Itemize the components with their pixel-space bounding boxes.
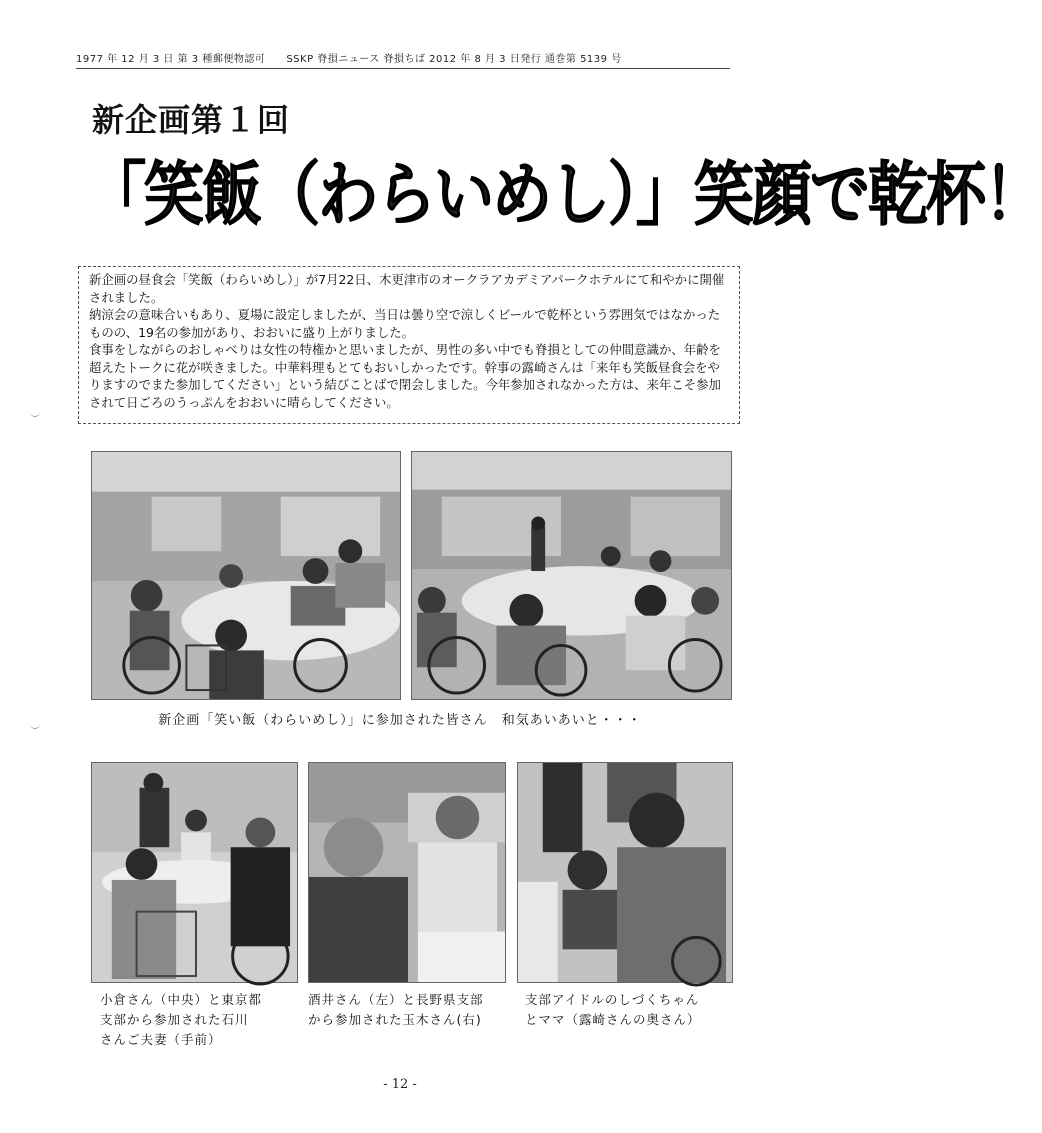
article-box [78,266,740,424]
caption-line: から参加された玉木さん(右) [308,1012,482,1027]
article-paragraph: 新企画の昼食会「笑飯（わらいめし）」が7月22日、木更津市のオークラアカデミアパークホテルにて和やかに開催されました。 [89,272,725,305]
photo-caption-main: 新企画「笑い飯（わらいめし）」に参加された皆さん 和気あいあいと・・・ [158,713,642,728]
caption-line: 支部アイドルのしづくちゃん [525,992,700,1007]
caption-line: 支部から参加された石川 [100,1012,249,1027]
photo-caption-3 [525,990,701,1030]
photo-banquet-right-image [412,452,731,699]
masthead: 1977 年 12 月 3 日 第 3 種郵便物認可 SSKP 脊損ニュース 脊損ちば 2012 年 8 月 3 日発行 通巻第 5139 号 [76,50,730,69]
photo-caption-2 [308,990,484,1030]
photo-caption-1 [100,990,262,1050]
caption-line: さんご夫妻（手前） [100,1032,222,1047]
photo-banquet-left-image [92,452,400,699]
caption-line: とママ（露崎さんの奥さん） [525,1012,701,1027]
photo-shizuku-image [518,763,732,982]
caption-line: 小倉さん（中央）と東京都 [100,992,263,1007]
photo-banquet-left [91,451,401,700]
article-subtitle: 新企画第１回 [92,101,291,139]
article-paragraph: 食事をしながらのおしゃべりは女性の特権かと思いましたが、男性の多い中でも脊損としての仲間意識か、年齢を超えたトークに花が咲きました。中華料理もとてもおいしかったです。幹事の露崎さんは「来年も笑飯昼食会をやりますのでまた参加してください」という結びことばで閉会しました。今年参加されなかった方は、来年こそ参加されて日ごろのうっぷんをおおいに晴らしてください。 [89,342,721,410]
photo-shizuku [517,762,733,983]
article-paragraph: 納涼会の意味合いもあり、夏場に設定しましたが、当日は曇り空で涼しくビールで乾杯という雰囲気ではなかったものの、19名の参加があり、おおいに盛り上がりました。 [89,307,721,340]
photo-banquet-right [411,451,732,700]
punch-hole-mark [30,410,40,417]
photo-sakai-image [309,763,505,982]
photo-ogura-image [92,763,297,982]
caption-line: 酒井さん（左）と長野県支部 [308,992,484,1007]
article-title: 「笑飯（わらいめし）」笑顔で乾杯！ [86,154,1042,236]
page-number: - 12 - [383,1077,417,1092]
photo-ogura [91,762,298,983]
photo-sakai [308,762,506,983]
